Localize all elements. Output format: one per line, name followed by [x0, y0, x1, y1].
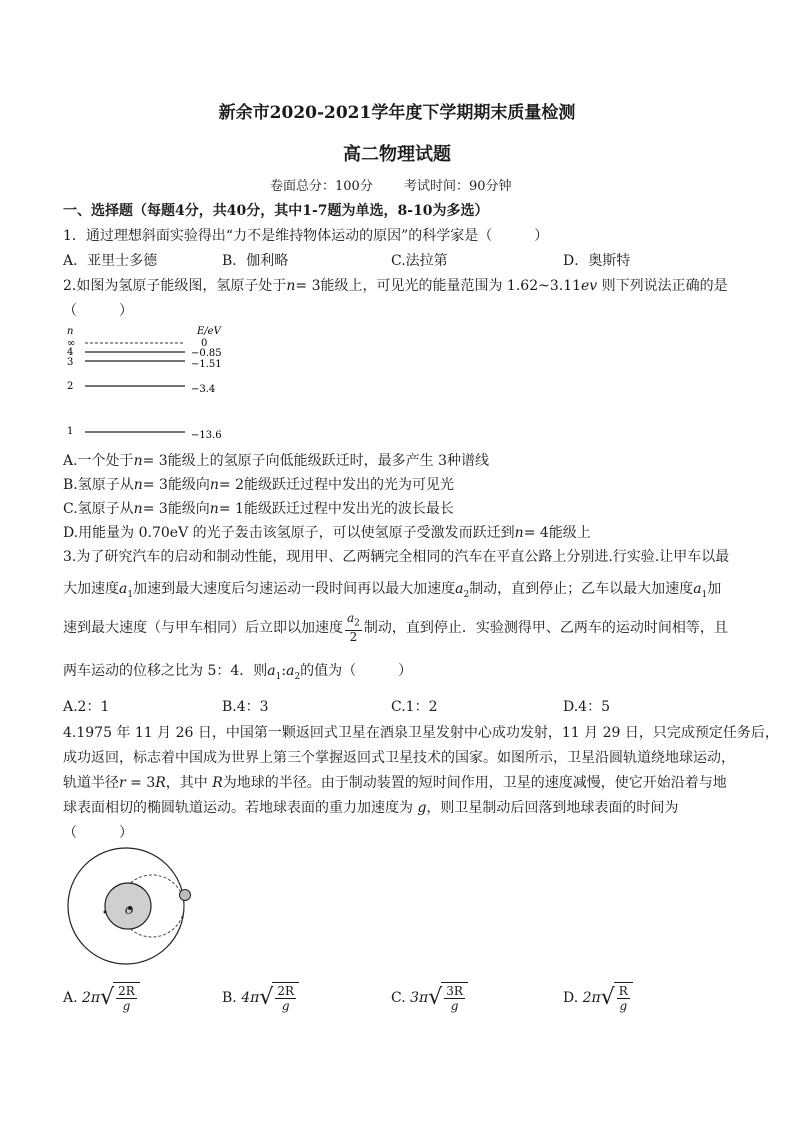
total-score: 卷面总分：100分 [270, 179, 373, 194]
level-n-1: 1 [67, 426, 74, 437]
center-label: O [125, 906, 134, 917]
question-3-line-3: 速到最大速度（与甲车相同）后立即以加速度 $\frac{a_2}{2}$ 制动，直到停止．实验测得甲、乙两车的运动时间相等，且 [63, 611, 728, 645]
q4-option-a: A. 2π √ $\frac{2R}{g}$ [63, 982, 140, 1014]
q3-option-a: A.2：1 [63, 699, 110, 715]
q2-option-b: B.氢原子从n= 3能级向n= 2能级跃迁过程中发出的光为可见光 [63, 477, 454, 493]
question-4-line-3: 轨道半径r = 3R，其中 R为地球的半径。由于制动装置的短时间作用，卫星的速度减慢，使它开始沿着与地 [63, 775, 727, 791]
q4-option-d: D. 2π √ $\frac{R}{g}$ [563, 982, 633, 1014]
q3-option-c: C.1：2 [391, 699, 438, 715]
level-n-inf: ∞ [67, 338, 76, 349]
q1-option-c: C.法拉第 [391, 253, 448, 269]
question-4-line-1: 4.1975 年 11 月 26 日，中国第一颗返回式卫星在酒泉卫星发射中心成功发射，11 月 29 日，只完成预定任务后， [63, 725, 779, 741]
question-3-line-4: 两车运动的位移之比为 5：4．则$a_1:a_2$的值为（ ） [63, 663, 413, 682]
satellite [180, 890, 191, 901]
level-e-2: −3.4 [191, 384, 216, 395]
section-heading: 一、选择题（每题4分，共40分，其中1-7题为单选，8-10为多选） [63, 203, 489, 219]
question-3-line-1: 3.为了研究汽车的启动和制动性能，现用甲、乙两辆完全相同的汽车在平直公路上分别进.行实验.让甲车以最 [63, 549, 730, 565]
level-n-3: 3 [67, 357, 74, 368]
q1-option-d: D．奥斯特 [563, 253, 631, 269]
q2-option-c: C.氢原子从n= 3能级向n= 1能级跃迁过程中发出光的波长最长 [63, 501, 454, 517]
q1-option-b: B．伽利略 [222, 253, 289, 269]
a2-over-2-fraction: $\frac{a_2}{2}$ [347, 611, 360, 645]
question-1-stem: 1．通过理想斜面实验得出“力不是维持物体运动的原因”的科学家是（ ） [63, 228, 549, 244]
level-n-label: n [67, 326, 74, 337]
question-2-stem: 2.如图为氢原子能级图，氢原子处于n= 3能级上，可见光的能量范围为 1.62~3.11ev 则下列说法正确的是 [63, 278, 728, 294]
q1-option-a: A．亚里士多德 [63, 253, 158, 269]
exam-time: 考试时间：90分钟 [404, 179, 512, 194]
question-4-paren: （ ） [63, 825, 133, 841]
level-e-4: −0.85 [191, 348, 222, 359]
q4-option-c: C. 3π √ $\frac{3R}{g}$ [391, 982, 468, 1014]
question-4-line-4: 球表面相切的椭圆轨道运动。若地球表面的重力加速度为 g，则卫星制动后回落到地球表面的时间为 [63, 800, 679, 816]
q3-option-b: B.4：3 [222, 699, 269, 715]
question-3-line-2: 大加速度$a_1$加速到最大速度后匀速运动一段时间再以最大加速度$a_2$制动，直到停止；乙车以最大加速度$a_1$加 [63, 581, 722, 600]
level-n-4: 4 [67, 347, 74, 358]
exam-title: 新余市2020-2021学年度下学期期末质量检测 [218, 103, 576, 123]
satellite-orbit-diagram [60, 845, 200, 965]
level-e-3: −1.51 [191, 359, 222, 370]
q4-option-b: B. 4π √ $\frac{2R}{g}$ [222, 982, 299, 1014]
energy-level-diagram [63, 322, 243, 444]
exam-subtitle: 高二物理试题 [343, 144, 451, 165]
q3-option-d: D.4：5 [563, 699, 610, 715]
q2-option-a: A.一个处于n= 3能级上的氢原子向低能级跃迁时，最多产生 3种谱线 [63, 453, 490, 469]
level-e-1: −13.6 [191, 430, 222, 441]
question-4-line-2: 成功返回，标志着中国成为世界上第三个掌握返回式卫星技术的国家。如图所示，卫星沿圆轨道绕地球运动， [63, 750, 735, 766]
question-2-paren: （ ） [63, 303, 133, 319]
level-e-label: E/eV [197, 326, 221, 337]
tangent-point [104, 911, 107, 914]
q2-option-d: D.用能量为 0.70eV 的光子轰击该氢原子，可以使氢原子受激发而跃迁到n= 4能级上 [63, 525, 591, 541]
level-n-2: 2 [67, 381, 74, 392]
level-e-inf: 0 [201, 338, 208, 349]
